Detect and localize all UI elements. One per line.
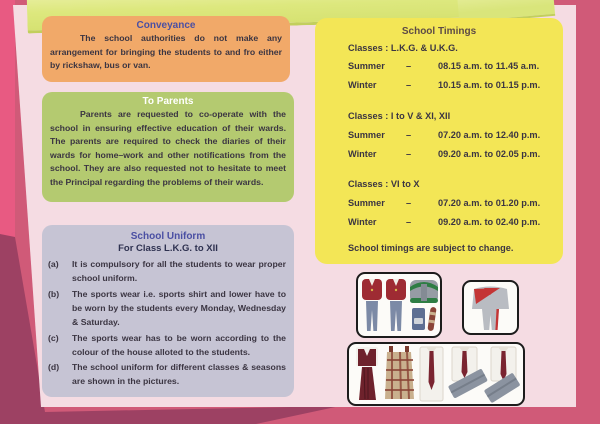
boys-winter-uniform-photo: [356, 272, 442, 338]
to-parents-title: To Parents: [142, 96, 194, 107]
season-label: Summer: [348, 61, 385, 72]
page-edge-strip: [0, 0, 15, 254]
time-range: 09.20 a.m. to 02.05 p.m.: [438, 148, 541, 159]
daily-uniform-illustration: [349, 344, 523, 404]
classes-heading: Classes : VI to X: [348, 179, 420, 190]
timings-group-i-to-v-xi-xii: [348, 108, 553, 163]
list-item: [48, 288, 286, 330]
dash-separator: –: [406, 61, 412, 72]
season-label: Winter: [348, 216, 377, 227]
sports-uniform-illustration: [464, 282, 517, 333]
dash-separator: –: [406, 197, 412, 208]
school-uniform-list: [42, 257, 294, 389]
to-parents-section: [42, 92, 294, 202]
classes-heading: Classes : I to V & XI, XII: [348, 111, 451, 122]
table-row: [348, 213, 553, 232]
timings-group-lkg-ukg: [348, 40, 553, 95]
season-label: Summer: [348, 197, 385, 208]
time-range: 07.20 a.m. to 12.40 p.m.: [438, 129, 541, 140]
school-uniform-subtitle: For Class L.K.G. to XII: [118, 243, 218, 254]
girls-and-boys-uniform-photo: [347, 342, 525, 406]
list-item: [48, 332, 286, 360]
list-item-label: (a): [48, 259, 59, 269]
list-item-text: It is compulsory for all the students to wear proper school uniform.: [72, 259, 286, 283]
list-item-label: (d): [48, 362, 60, 373]
table-row: [348, 145, 553, 164]
list-item: [48, 361, 286, 389]
school-timings-title: School Timings: [401, 26, 477, 37]
winter-uniform-illustration: [358, 274, 440, 336]
school-timings-table: [315, 38, 563, 253]
season-label: Winter: [348, 148, 377, 159]
list-item-label: (b): [48, 288, 60, 299]
table-row: [348, 194, 553, 213]
to-parents-body: Parents are requested to co-operate with the school in ensuring effective education of their wards. The parents are required to check the diaries of their wards for home–work and other notifications from the school. They are also requested not to hesitate to meet the Principal regarding the problems of their wards.: [50, 109, 286, 187]
list-item: [48, 258, 286, 286]
school-uniform-title: School Uniform: [130, 231, 206, 242]
dash-separator: –: [406, 129, 412, 140]
sports-uniform-photo: [462, 280, 519, 335]
timings-note: School timings are subject to change.: [348, 242, 514, 253]
dash-separator: –: [406, 216, 412, 227]
list-item-text: The sports wear has to be worn according to the colour of the house alloted to the students.: [72, 332, 286, 357]
conveyance-body: The school authorities do not make any arrangement for bringing the students to and fro either by rickshaw, bus or van.: [50, 33, 282, 71]
table-row: [348, 76, 553, 95]
time-range: 10.15 a.m. to 01.15 p.m.: [438, 80, 541, 91]
conveyance-title: Conveyance: [136, 20, 196, 31]
timings-group-vi-to-x: [348, 176, 553, 231]
table-row: [348, 126, 553, 145]
school-uniform-section: [42, 225, 294, 397]
time-range: 09.20 a.m. to 02.40 p.m.: [438, 216, 541, 227]
conveyance-section: [42, 16, 290, 82]
time-range: 07.20 a.m. to 01.20 p.m.: [438, 197, 541, 208]
list-item-text: The school uniform for different classes & seasons are shown in the pictures.: [72, 362, 286, 387]
list-item-text: The sports wear i.e. sports shirt and lower have to be worn by the students every Monday, Wednesday & Saturday.: [72, 288, 286, 327]
dash-separator: –: [406, 80, 412, 91]
list-item-label: (c): [48, 332, 59, 343]
school-timings-section: [315, 18, 563, 264]
dash-separator: –: [406, 148, 412, 159]
season-label: Summer: [348, 129, 385, 140]
time-range: 08.15 a.m. to 11.45 a.m.: [438, 61, 540, 72]
season-label: Winter: [348, 80, 377, 91]
classes-heading: Classes : L.K.G. & U.K.G.: [348, 43, 458, 53]
table-row: [348, 57, 553, 76]
